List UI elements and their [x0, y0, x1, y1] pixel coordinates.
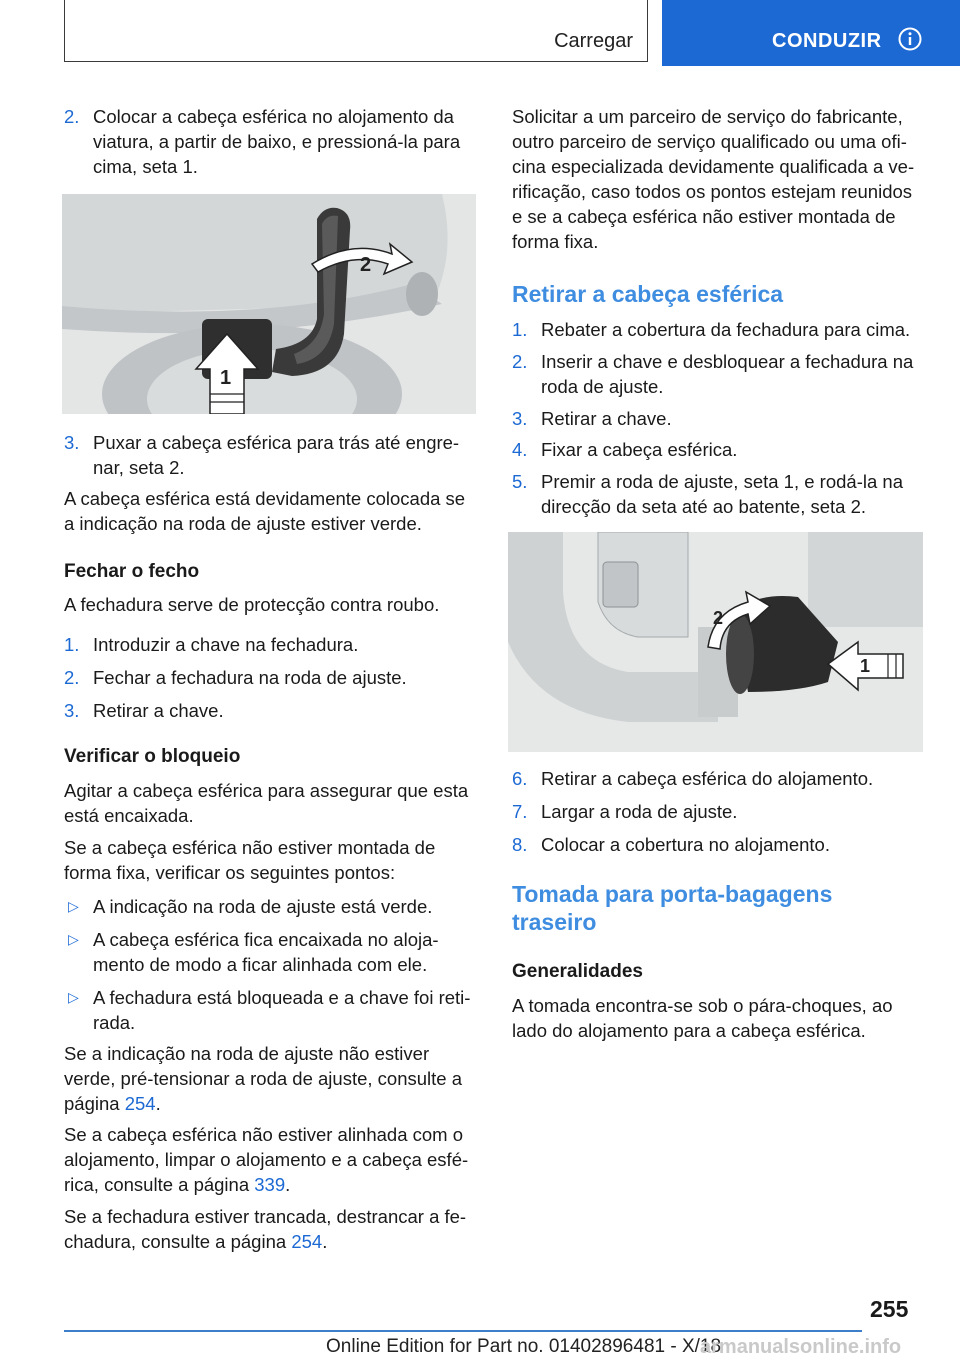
step-text: Colocar a cobertura no alojamento. — [541, 834, 830, 855]
paragraph-line: alojamento, limpar o alojamento e a cabeça esfé‐ — [64, 1149, 469, 1170]
page-header — [0, 0, 960, 66]
step-text: Rebater a cobertura da fechadura para cima. — [541, 319, 911, 340]
step-number: 1. — [512, 319, 528, 340]
paragraph — [512, 104, 928, 254]
paragraph-line: outro parceiro de serviço qualificado ou uma ofi‐ — [512, 131, 907, 152]
paragraph-line: a indicação na roda de ajuste estiver verde. — [64, 513, 422, 534]
step-number: 7. — [512, 801, 528, 822]
paragraph-line: Se a indicação na roda de ajuste não estiver — [64, 1043, 430, 1064]
triangle-bullet-icon: ▷ — [68, 931, 79, 947]
paragraph — [64, 778, 480, 828]
step-number: 3. — [64, 700, 80, 721]
paragraph — [512, 993, 928, 1043]
paragraph-line: Se a cabeça esférica não estiver montada de — [64, 837, 436, 858]
page-link-254[interactable]: 254 — [291, 1231, 323, 1252]
footer-divider — [64, 1330, 862, 1332]
step-text: Colocar a cabeça esférica no alojamento da — [93, 106, 454, 127]
paragraph — [64, 835, 480, 885]
step-number: 2. — [64, 106, 80, 127]
figure-label: 2 — [360, 254, 372, 276]
paragraph-line: Agitar a cabeça esférica para assegurar que esta — [64, 780, 469, 801]
paragraph — [64, 1204, 480, 1254]
step-number: 2. — [512, 351, 528, 372]
paragraph-line: Se a cabeça esférica não estiver alinhada com o — [64, 1124, 464, 1145]
bullet-text: rada. — [93, 1012, 136, 1033]
paragraph — [64, 1041, 480, 1116]
paragraph-line: cina especializada devidamente qualificada a ve‐ — [512, 156, 915, 177]
paragraph-text: . — [285, 1174, 291, 1195]
step-text: nar, seta 2. — [93, 457, 185, 478]
tow-ball-remove-figure — [508, 532, 923, 752]
step-number: 6. — [512, 768, 528, 789]
step-text: Puxar a cabeça esférica para trás até engre‐ — [93, 432, 460, 453]
paragraph: A fechadura serve de protecção contra roubo. — [64, 594, 440, 615]
step-text: viatura, a partir de baixo, e pressioná-la para — [93, 131, 461, 152]
paragraph-line: verde, pré-tensionar a roda de ajuste, consulte a — [64, 1068, 462, 1089]
step-text: Inserir a chave e desbloquear a fechadura na — [541, 351, 914, 372]
watermark: armanualsonline.info — [700, 1336, 902, 1358]
figure-label: 1 — [220, 367, 232, 389]
step-text: direcção da seta até ao batente, seta 2. — [541, 496, 867, 517]
figure-label: 1 — [860, 656, 871, 676]
paragraph-text: rica, consulte a página — [64, 1174, 255, 1195]
tab-load[interactable] — [64, 0, 648, 62]
page-link-254[interactable]: 254 — [124, 1093, 156, 1114]
page-number: 255 — [870, 1296, 909, 1322]
paragraph-line: Solicitar a um parceiro de serviço do fabricante, — [512, 106, 903, 127]
step-number: 2. — [64, 667, 80, 688]
step-number: 1. — [64, 634, 80, 655]
step-text: Retirar a chave. — [93, 700, 224, 721]
step-text: Introduzir a chave na fechadura. — [93, 634, 359, 655]
section-heading-remove: Retirar a cabeça esférica — [512, 281, 784, 307]
tow-ball-insert-figure — [62, 194, 476, 414]
paragraph — [64, 1122, 480, 1197]
step-text: Fechar a fechadura na roda de ajuste. — [93, 667, 407, 688]
heading-line: Tomada para porta-bagagens — [512, 881, 833, 907]
step-number: 3. — [512, 408, 528, 429]
paragraph-line: forma fixa, verificar os seguintes pontos: — [64, 862, 396, 883]
paragraph — [64, 486, 480, 536]
subheading-close: Fechar o fecho — [64, 561, 200, 582]
step-text: Retirar a chave. — [541, 408, 672, 429]
subheading-verify: Verificar o bloqueio — [64, 746, 241, 767]
tow-ball-removal-illustration — [508, 532, 923, 752]
paragraph-line: A cabeça esférica está devidamente colocada se — [64, 488, 466, 509]
paragraph-line — [64, 1172, 480, 1197]
paragraph-line: rificação, caso todos os pontos estejam reunidos — [512, 181, 913, 202]
triangle-bullet-icon: ▷ — [68, 898, 79, 914]
step-text: Retirar a cabeça esférica do alojamento. — [541, 768, 874, 789]
paragraph-text: . — [155, 1093, 161, 1114]
tab-load-label: Carregar — [554, 30, 633, 52]
step-text: Fixar a cabeça esférica. — [541, 439, 738, 460]
step-text: Largar a roda de ajuste. — [541, 801, 738, 822]
page-link-339[interactable]: 339 — [254, 1174, 286, 1195]
step-number: 4. — [512, 439, 528, 460]
step-number: 5. — [512, 471, 528, 492]
step-text: Premir a roda de ajuste, seta 1, e rodá-la na — [541, 471, 903, 492]
paragraph-line: lado do alojamento para a cabeça esférica. — [512, 1020, 866, 1041]
paragraph-text: chadura, consulte a página — [64, 1231, 292, 1252]
subheading-general: Generalidades — [512, 961, 643, 982]
paragraph-line: A tomada encontra-se sob o pára-choques, ao — [512, 995, 893, 1016]
paragraph-line — [64, 1091, 480, 1116]
edition-info: Online Edition for Part no. 01402896481 - X/18 — [326, 1336, 722, 1357]
bullet-text: mento de modo a ficar alinhada com ele. — [93, 954, 428, 975]
paragraph-line: e se a cabeça esférica não estiver montada de — [512, 206, 896, 227]
heading-line: traseiro — [512, 909, 597, 935]
bullet-text: A indicação na roda de ajuste está verde. — [93, 896, 433, 917]
paragraph-line: Se a fechadura estiver trancada, destrancar a fe‐ — [64, 1206, 467, 1227]
bullet-text: A fechadura está bloqueada e a chave foi reti‐ — [93, 987, 471, 1008]
bullet-text: A cabeça esférica fica encaixada no aloja‐ — [93, 929, 439, 950]
paragraph-text: página — [64, 1093, 125, 1114]
section-heading-socket — [512, 880, 832, 936]
tab-drive-label: CONDUZIR — [772, 30, 882, 52]
step-text: cima, seta 1. — [93, 156, 198, 177]
paragraph-line: está encaixada. — [64, 805, 194, 826]
paragraph-text: . — [322, 1231, 328, 1252]
paragraph-line: forma fixa. — [512, 231, 599, 252]
tab-drive[interactable] — [662, 0, 960, 66]
info-icon[interactable] — [898, 27, 922, 51]
step-number: 8. — [512, 834, 528, 855]
step-text: roda de ajuste. — [541, 376, 664, 397]
figure-label: 2 — [713, 608, 724, 628]
step-number: 3. — [64, 432, 80, 453]
triangle-bullet-icon: ▷ — [68, 989, 79, 1005]
tow-ball-illustration — [62, 194, 476, 414]
paragraph-line — [64, 1229, 480, 1254]
